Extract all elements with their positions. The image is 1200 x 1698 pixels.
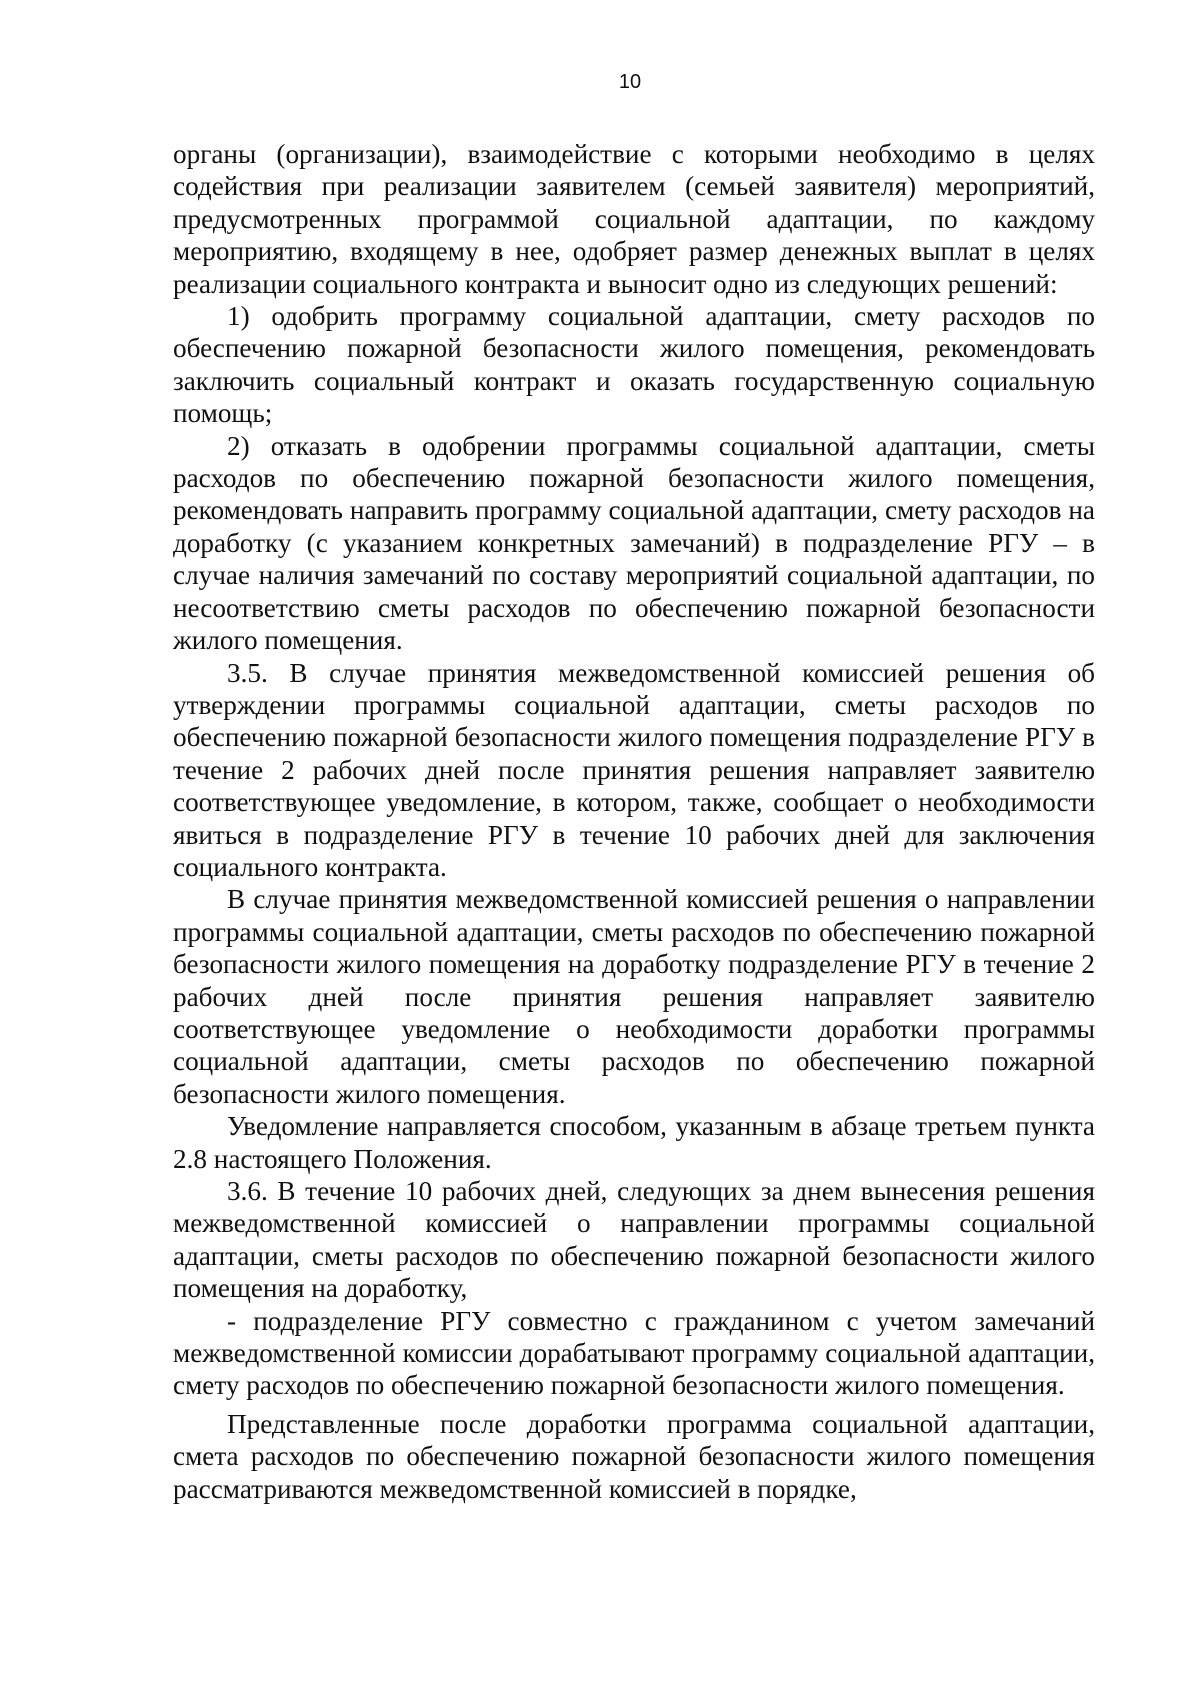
paragraph-3-5: 3.5. В случае принятия межведомственной комиссией решения об утверждении программы социальной адаптации, сметы расходов по обеспечению пожарной безопасности жилого помещения подразделение РГУ в течение 2 рабочих дней после принятия решения направляет заявителю соответствующее уведомление, в котором, также, сообщает о необходимости явиться в подразделение РГУ в течение 10 рабочих дней для заключения социального контракта. — [173, 657, 1095, 882]
paragraph-decision-2: 2) отказать в одобрении программы социальной адаптации, сметы расходов по обеспечению пожарной безопасности жилого помещения, рекомендовать направить программу социальной адаптации, смету расходов на доработку (с указанием конкретных замечаний) в подразделение РГУ – в случае наличия замечаний по составу мероприятий социальной адаптации, по несоответствию сметы расходов по обеспечению пожарной безопасности жилого помещения. — [173, 430, 1095, 656]
paragraph-resubmission: Представленные после доработки программа социальной адаптации, смета расходов по обеспечению пожарной безопасности жилого помещения рассматриваются межведомственной комиссией в порядке, — [173, 1408, 1095, 1504]
paragraph-continuation: органы (организации), взаимодействие с которыми необходимо в целях содействия при реализации заявителем (семьей заявителя) мероприятий, предусмотренных программой социальной адаптации, по каждому мероприятию, входящему в нее, одобряет размер денежных выплат в целях реализации социального контракта и выносит одно из следующих решений: — [173, 139, 1095, 299]
paragraph-rgu-revision: - подразделение РГУ совместно с гражданином с учетом замечаний межведомственной комиссии дорабатывают программу социальной адаптации, смету расходов по обеспечению пожарной безопасности жилого помещения. — [173, 1305, 1095, 1401]
paragraph-decision-1: 1) одобрить программу социальной адаптации, смету расходов по обеспечению пожарной безопасности жилого помещения, рекомендовать заключить социальный контракт и оказать государственную социальную помощь; — [173, 301, 1095, 429]
paragraph-revision-decision: В случае принятия межведомственной комиссией решения о направлении программы социальной адаптации, сметы расходов по обеспечению пожарной безопасности жилого помещения на доработку подразделение РГУ в течение 2 рабочих дней после принятия решения направляет заявителю соответствующее уведомление о необходимости доработки программы социальной адаптации, сметы расходов по обеспечению пожарной безопасности жилого помещения. — [173, 884, 1095, 1109]
paragraph-notification: Уведомление направляется способом, указанным в абзаце третьем пункта 2.8 настоящего Положения. — [173, 1111, 1095, 1174]
paragraph-3-6: 3.6. В течение 10 рабочих дней, следующих за днем вынесения решения межведомственной комиссией о направлении программы социальной адаптации, сметы расходов по обеспечению пожарной безопасности жилого помещения на доработку, — [173, 1176, 1095, 1304]
document-body — [173, 138, 1095, 1505]
page-number: 10 — [618, 71, 642, 93]
